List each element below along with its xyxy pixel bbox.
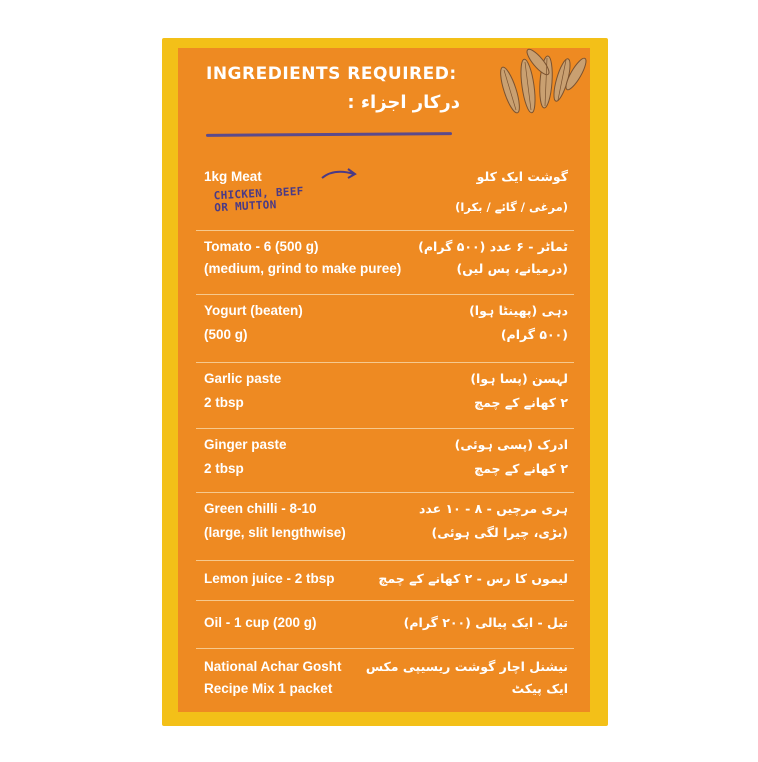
ingredient-ur-line2: ۲ کھانے کے چمچ (474, 461, 568, 476)
ingredient-ur-line2: (۵۰۰ گرام) (500, 327, 568, 342)
ingredient-en-line2: (large, slit lengthwise) (204, 525, 346, 540)
divider (196, 294, 574, 295)
ingredient-row (196, 366, 574, 424)
divider (196, 560, 574, 561)
ingredient-en-line1: Garlic paste (204, 371, 282, 386)
ingredient-en-line1: Green chilli - 8-10 (204, 501, 317, 516)
ingredient-ur-line2: (بڑی، چیرا لگی ہوئی) (431, 525, 568, 540)
ingredients-heading: INGREDIENTS REQUIRED: (206, 64, 457, 84)
ingredient-row (196, 604, 574, 644)
ingredient-ur-line1: تیل - ایک پیالی (۲۰۰ گرام) (403, 615, 568, 630)
ingredient-en-line1: Yogurt (beaten) (204, 303, 303, 318)
divider (196, 492, 574, 493)
divider (196, 362, 574, 363)
handwritten-note (213, 186, 304, 215)
ingredient-row (196, 298, 574, 358)
ingredient-ur-line2: (مرغی / گائے / بکرا) (455, 200, 568, 214)
ingredient-ur-line1: گوشت ایک کلو (476, 169, 568, 184)
divider (196, 428, 574, 429)
ingredient-en-line1: Tomato - 6 (500 g) (204, 239, 319, 254)
ingredient-en-line2: (500 g) (204, 327, 248, 342)
ingredient-ur-line1: ہری مرچیں - ۸ - ۱۰ عدد (418, 501, 568, 516)
ingredient-ur-line1: ٹماٹر - ۶ عدد (۵۰۰ گرام) (418, 239, 568, 254)
ingredient-ur-line1: لیموں کا رس - ۲ کھانے کے چمچ (378, 571, 568, 586)
ingredient-en-line1: Ginger paste (204, 437, 287, 452)
ingredient-en-line1: Oil - 1 cup (200 g) (204, 615, 317, 630)
ingredient-row (196, 496, 574, 554)
ingredient-en-line2: 2 tbsp (204, 461, 244, 476)
divider (196, 230, 574, 231)
ingredient-ur-line1: لہسن (پسا ہوا) (470, 371, 568, 386)
cumin-seeds-icon (488, 40, 588, 136)
ingredient-en-line1: 1kg Meat (204, 169, 262, 184)
ingredient-row (196, 162, 574, 224)
ingredients-heading-urdu: درکار اجزاء : (347, 92, 460, 113)
ingredient-ur-line1: دہی (پھینٹا ہوا) (469, 303, 568, 318)
note-line: OR MUTTON (214, 198, 277, 215)
ingredient-ur-line2: ایک پیکٹ (511, 681, 568, 696)
ingredient-row (196, 234, 574, 290)
divider (196, 648, 574, 649)
ingredient-ur-line1: نیشنل اچار گوشت ریسیپی مکس (365, 659, 568, 674)
ingredient-ur-line2: ۲ کھانے کے چمچ (474, 395, 568, 410)
ingredient-en-line1: Lemon juice - 2 tbsp (204, 571, 335, 586)
ingredient-en-line2: (medium, grind to make puree) (204, 261, 402, 276)
ingredient-row (196, 564, 574, 596)
arrow-icon (320, 166, 360, 184)
ingredient-en-line2: Recipe Mix 1 packet (204, 681, 333, 696)
ingredient-row (196, 652, 574, 708)
ingredient-en-line1: National Achar Gosht (204, 659, 342, 674)
ingredient-ur-line2: (درمیانے، پس لیں) (456, 261, 568, 276)
divider (196, 600, 574, 601)
ingredient-ur-line1: ادرک (پسی ہوئی) (454, 437, 568, 452)
note-line: CHICKEN, BEEF (213, 184, 304, 203)
ingredient-en-line2: 2 tbsp (204, 395, 244, 410)
ingredient-row (196, 432, 574, 490)
